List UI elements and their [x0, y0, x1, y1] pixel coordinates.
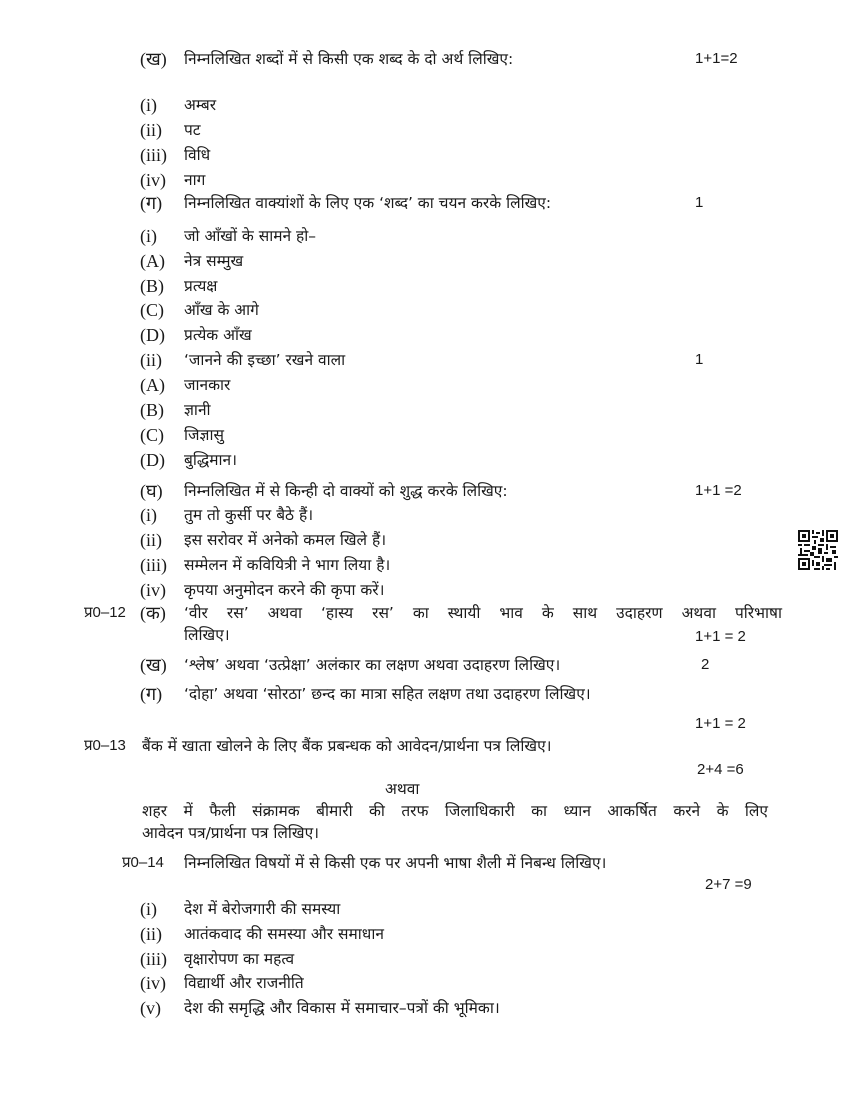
option-number: (D) — [140, 325, 165, 345]
sub-question-marks: 1 — [695, 351, 704, 368]
list-item-number: (iv) — [140, 580, 166, 600]
list-item-number: (i) — [140, 95, 157, 115]
option-text: प्रत्यक्ष — [184, 277, 218, 295]
q11-kha-marks: 1+1=2 — [695, 50, 738, 67]
list-item-number: (iii) — [140, 145, 167, 165]
option-number: (C) — [140, 425, 164, 445]
q13-or: अथवा — [385, 780, 420, 798]
option-number: (C) — [140, 300, 164, 320]
option-number: (A) — [140, 375, 165, 395]
q11-gha-label: (घ) — [140, 481, 163, 501]
list-item: देश में बेरोजगारी की समस्या — [184, 900, 341, 918]
list-item: अम्बर — [184, 96, 217, 114]
q12-ka-marks: 1+1 = 2 — [695, 628, 746, 645]
list-item-number: (i) — [140, 899, 157, 919]
option-text: आँख के आगे — [184, 301, 259, 319]
q13-number: प्र0–13 — [84, 737, 126, 754]
q12-kha-marks: 2 — [701, 656, 710, 673]
q11-kha-label: (ख) — [140, 49, 167, 69]
q12-ga-label: (ग) — [140, 684, 163, 704]
q11-kha-text: निम्नलिखित शब्दों में से किसी एक शब्द के दो अर्थ लिखिए: — [184, 50, 514, 68]
q13-alt-line2: आवेदन पत्र/प्रार्थना पत्र लिखिए। — [142, 824, 320, 842]
q13-alt-line1: शहर में फैली संक्रामक बीमारी की तरफ जिलाधिकारी का ध्यान आकर्षित करने के लिए — [142, 802, 768, 820]
list-item-number: (ii) — [140, 530, 162, 550]
option-text: नेत्र सम्मुख — [184, 252, 244, 270]
q12-number: प्र0–12 — [84, 604, 126, 621]
option-text: प्रत्येक आँख — [184, 326, 252, 344]
q11-ga-marks: 1 — [695, 194, 704, 211]
q14-number: प्र0–14 — [122, 854, 164, 871]
sub-question-number: (ii) — [140, 350, 162, 370]
option-number: (B) — [140, 276, 164, 296]
list-item: विधि — [184, 146, 211, 164]
option-text: बुद्धिमान। — [184, 451, 238, 469]
list-item-number: (iii) — [140, 555, 167, 575]
list-item: कृपया अनुमोदन करने की कृपा करें। — [184, 581, 385, 599]
list-item-number: (iv) — [140, 973, 166, 993]
list-item-number: (i) — [140, 505, 157, 525]
list-item: नाग — [184, 171, 206, 189]
qr-code-icon — [798, 530, 838, 570]
q14-text: निम्नलिखित विषयों में से किसी एक पर अपनी भाषा शैली में निबन्ध लिखिए। — [184, 854, 607, 872]
list-item-number: (ii) — [140, 120, 162, 140]
q12-kha-text: ‘श्लेष’ अथवा ‘उत्प्रेक्षा’ अलंकार का लक्षण अथवा उदाहरण लिखिए। — [184, 656, 561, 674]
q12-ga-marks: 1+1 = 2 — [695, 715, 746, 732]
q11-gha-marks: 1+1 =2 — [695, 482, 742, 499]
q12-ga-text: ‘दोहा’ अथवा ‘सोरठा’ छन्द का मात्रा सहित लक्षण तथा उदाहरण लिखिए। — [184, 685, 591, 703]
q12-kha-label: (ख) — [140, 655, 167, 675]
list-item: आतंकवाद की समस्या और समाधान — [184, 925, 384, 943]
option-text: जिज्ञासु — [184, 426, 224, 444]
list-item: पट — [184, 121, 201, 139]
option-number: (B) — [140, 400, 164, 420]
q12-ka-line1: ‘वीर रस’ अथवा ‘हास्य रस’ का स्थायी भाव के साथ उदाहरण अथवा परिभाषा — [184, 604, 782, 622]
sub-question-number: (i) — [140, 226, 157, 246]
q13-text: बैंक में खाता खोलने के लिए बैंक प्रबन्धक को आवेदन/प्रार्थना पत्र लिखिए। — [142, 737, 552, 755]
list-item-number: (iv) — [140, 170, 166, 190]
list-item-number: (ii) — [140, 924, 162, 944]
q12-ka-label: (क) — [140, 603, 166, 623]
sub-question-text: ‘जानने की इच्छा’ रखने वाला — [184, 351, 346, 369]
q12-ka-line2: लिखिए। — [184, 626, 230, 644]
list-item-number: (v) — [140, 998, 161, 1018]
list-item: वृक्षारोपण का महत्व — [184, 950, 295, 968]
list-item-number: (iii) — [140, 949, 167, 969]
q14-marks: 2+7 =9 — [705, 876, 752, 893]
q11-ga-text: निम्नलिखित वाक्यांशों के लिए एक ‘शब्द’ का चयन करके लिखिए: — [184, 194, 552, 212]
q11-gha-text: निम्नलिखित में से किन्ही दो वाक्यों को शुद्ध करके लिखिए: — [184, 482, 508, 500]
list-item: सम्मेलन में कवियित्री ने भाग लिया है। — [184, 556, 391, 574]
list-item: विद्यार्थी और राजनीति — [184, 974, 304, 992]
option-number: (A) — [140, 251, 165, 271]
list-item: इस सरोवर में अनेको कमल खिले हैं। — [184, 531, 387, 549]
option-number: (D) — [140, 450, 165, 470]
option-text: जानकार — [184, 376, 231, 394]
q11-ga-label: (ग) — [140, 193, 163, 213]
list-item: तुम तो कुर्सी पर बैठे हैं। — [184, 506, 314, 524]
sub-question-text: जो आँखों के सामने हो– — [184, 227, 317, 245]
q13-marks: 2+4 =6 — [697, 761, 744, 778]
option-text: ज्ञानी — [184, 401, 211, 419]
list-item: देश की समृद्धि और विकास में समाचार–पत्रों की भूमिका। — [184, 999, 500, 1017]
